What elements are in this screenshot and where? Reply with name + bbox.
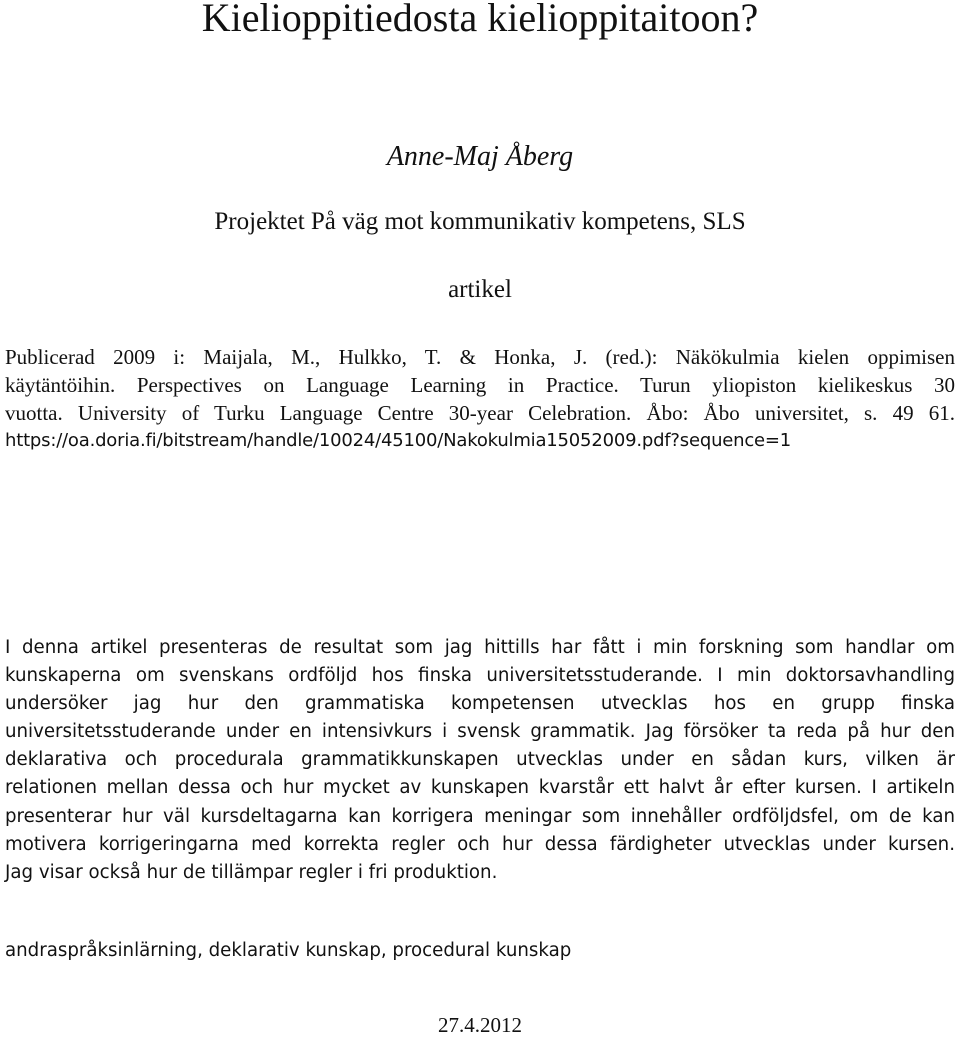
- abstract-line: deklarativa och procedurala grammatikkunskapen utvecklas under en sådan kurs, vilken är: [5, 749, 955, 771]
- abstract-line: relationen mellan dessa och hur mycket av kunskapen kvarstår ett halvt år efter kursen. I artikeln: [5, 777, 955, 799]
- abstract-line: motivera korrigeringarna med korrekta regler och hur dessa färdigheter utvecklas under kursen.: [5, 833, 955, 855]
- document-type: artikel: [448, 276, 512, 303]
- abstract-line: Jag visar också hur de tillämpar regler i fri produktion.: [5, 861, 498, 883]
- citation-line: vuotta. University of Turku Language Centre 30-year Celebration. Åbo: Åbo universitet, s. 49 61.: [5, 401, 955, 425]
- author-name: Anne-Maj Åberg: [386, 141, 574, 172]
- keywords: andraspråksinlärning, deklarativ kunskap, procedural kunskap: [5, 940, 572, 961]
- citation-line: Publicerad 2009 i: Maijala, M., Hulkko, T. & Honka, J. (red.): Näkökulmia kielen oppimisen: [5, 345, 955, 369]
- abstract-line: I denna artikel presenteras de resultat som jag hittills har fått i min forskning som handlar om: [5, 637, 955, 658]
- abstract-line: undersöker jag hur den grammatiska kompetensen utvecklas hos en grupp finska: [5, 693, 955, 715]
- publication-citation: [5, 343, 955, 455]
- citation-line: käytäntöihin. Perspectives on Language Learning in Practice. Turun yliopiston kielikeskus 30: [5, 373, 955, 397]
- project-name: Projektet På väg mot kommunikativ kompetens, SLS: [214, 208, 746, 235]
- abstract-line: kunskaperna om svenskans ordföljd hos finska universitetsstuderande. I min doktorsavhandling: [5, 665, 955, 687]
- document-date: 27.4.2012: [438, 1013, 522, 1037]
- abstract: [5, 634, 955, 887]
- document-title: Kielioppitiedosta kielioppitaitoon?: [201, 0, 759, 40]
- abstract-line: presenterar hur väl kursdeltagarna kan korrigera meningar som innehåller ordföljdsfel, om de kan: [5, 805, 955, 827]
- citation-url[interactable]: https://oa.doria.fi/bitstream/handle/10024/45100/Nakokulmia15052009.pdf?sequence=1: [5, 430, 792, 451]
- abstract-line: universitetsstuderande under en intensivkurs i svensk grammatik. Jag försöker ta reda på hur den: [5, 721, 955, 743]
